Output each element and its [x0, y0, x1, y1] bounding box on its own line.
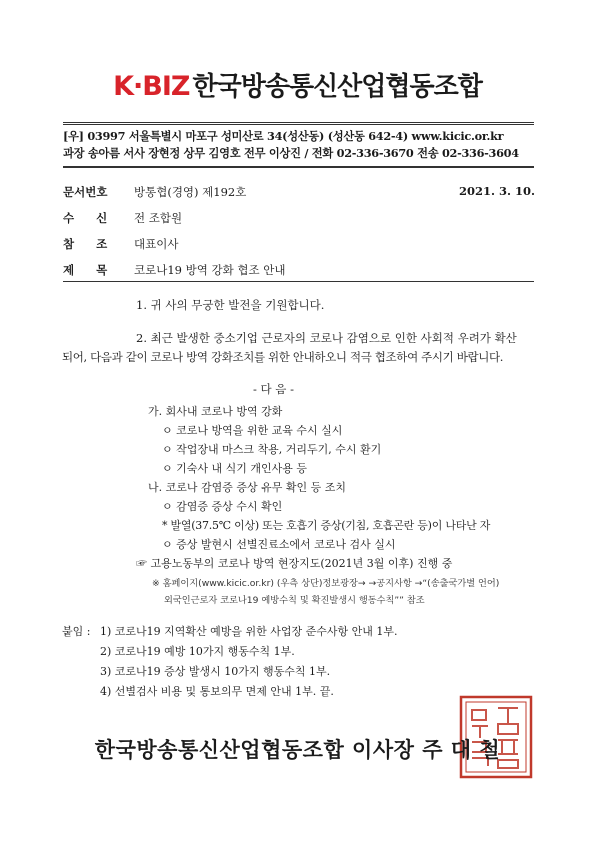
paragraph-2-line-1: 2. 최근 발생한 중소기업 근로자의 코로나 감염으로 인한 사회적 우려가 확산 — [136, 331, 517, 345]
section-b-title: 나. 코로나 감염증 증상 유무 확인 등 조치 — [148, 481, 346, 494]
contact-divider — [63, 166, 534, 168]
subject-value: 코로나19 방역 강화 협조 안내 — [134, 263, 286, 277]
organization-name: 한국방송통신산업협동조합 — [192, 72, 482, 102]
attachment-item: 2) 코로나19 예방 10가지 행동수칙 1부. — [100, 645, 295, 658]
section-a-item: ㅇ 코로나 방역을 위한 교육 수시 실시 — [162, 424, 343, 437]
header-divider — [63, 122, 534, 125]
labor-ministry-note: ☞ 고용노동부의 코로나 방역 현장지도(2021년 3월 이후) 진행 중 — [136, 557, 453, 570]
attachment-label: 붙임 : — [62, 625, 91, 638]
paragraph-2-line-2: 되어, 다음과 같이 코로나 방역 강화조치를 위한 안내하오니 적극 협조하여 주시기 바랍니다. — [62, 350, 504, 364]
meta-divider — [63, 281, 534, 282]
attachment-item: 1) 코로나19 지역확산 예방을 위한 사업장 준수사항 안내 1부. — [100, 625, 398, 638]
section-b-item: * 발열(37.5℃ 이상) 또는 호흡기 증상(기침, 호흡곤란 등)이 나타난 자 — [162, 519, 491, 532]
reference-value: 대표이사 — [134, 237, 179, 251]
reference-note-line-1: ※ 홈페이지(www.kicic.or.kr) (우측 상단)정보광장→ →공지사항 →“(송출국가별 언어) — [152, 578, 500, 589]
doc-no-label: 문서번호 — [63, 185, 108, 199]
reference-label: 참 조 — [63, 237, 108, 251]
letterhead-logo — [0, 66, 595, 103]
address-line: [우] 03997 서울특별시 마포구 성미산로 34(성산동) (성산동 642-4) www.kicic.or.kr — [63, 129, 504, 143]
recipient-value: 전 조합원 — [134, 211, 183, 225]
contact-line: 과장 송아름 서사 장현정 상무 김영호 전무 이상진 / 전화 02-336-3670 전송 02-336-3604 — [63, 146, 519, 160]
recipient-label: 수 신 — [63, 211, 108, 225]
section-b-item: ㅇ 감염증 증상 수시 확인 — [162, 500, 283, 513]
attachment-item: 4) 선별검사 비용 및 통보의무 면제 안내 1부. 끝. — [100, 685, 334, 698]
section-a-item: ㅇ 기숙사 내 식기 개인사용 등 — [162, 462, 307, 475]
attachment-item: 3) 코로나19 증상 발생시 10가지 행동수칙 1부. — [100, 665, 331, 678]
da-eum-heading: - 다 음 - — [253, 382, 294, 396]
section-a-item: ㅇ 작업장내 마스크 착용, 거리두기, 수시 환기 — [162, 443, 382, 456]
subject-label: 제 목 — [63, 263, 108, 277]
section-b-item: ㅇ 증상 발현시 선별진료소에서 코로나 검사 실시 — [162, 538, 396, 551]
kbiz-logo: K·BIZ — [113, 71, 190, 102]
doc-no-value: 방통협(경영) 제192호 — [134, 185, 247, 199]
paragraph-1: 1. 귀 사의 무궁한 발전을 기원합니다. — [136, 298, 325, 312]
chairman-signature: 한국방송통신산업협동조합 이사장 주 대 철 — [94, 738, 501, 762]
section-a-title: 가. 회사내 코로나 방역 강화 — [148, 405, 283, 418]
doc-date: 2021. 3. 10. — [458, 184, 535, 198]
reference-note-line-2: 외국인근로자 코로나19 예방수칙 및 확진발생시 행동수칙”” 참조 — [164, 595, 425, 606]
